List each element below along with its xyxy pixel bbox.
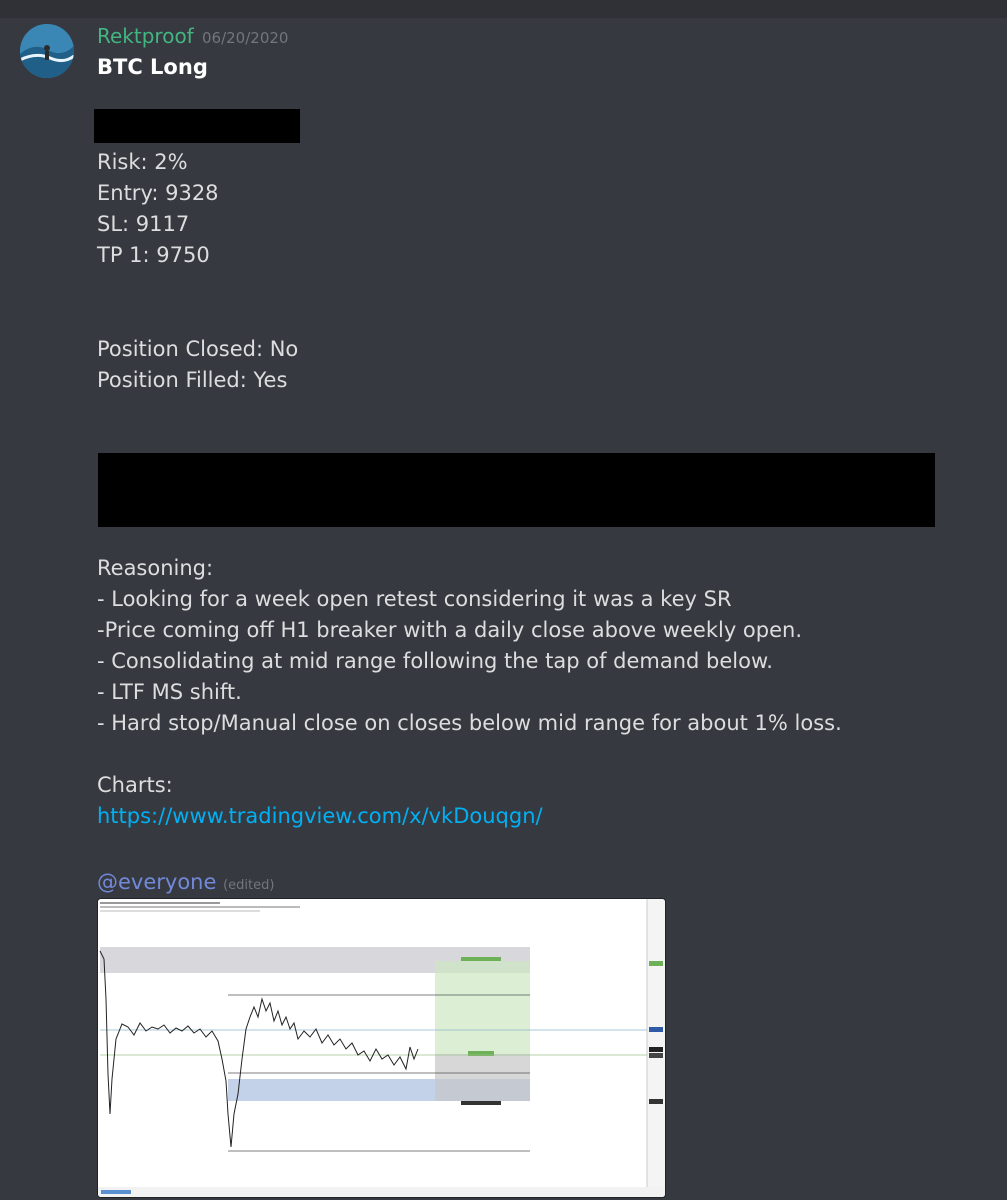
redacted-block (94, 109, 300, 143)
reasoning-point: - Consolidating at mid range following the tap of demand below. (97, 649, 773, 673)
reasoning-point: - LTF MS shift. (97, 680, 242, 704)
position-filled-line: Position Filled: Yes (97, 368, 288, 392)
avatar-image (20, 24, 74, 78)
entry-line: Entry: 9328 (97, 181, 219, 205)
charts-heading: Charts: (97, 773, 173, 797)
reasoning-point: - Looking for a week open retest considering it was a key SR (97, 587, 732, 611)
redacted-block (98, 453, 935, 527)
reasoning-point: -Price coming off H1 breaker with a daily close above weekly open. (97, 618, 803, 642)
chart-screenshot (98, 899, 665, 1197)
mention-line (97, 870, 274, 894)
take-profit-line: TP 1: 9750 (97, 243, 210, 267)
reasoning-heading: Reasoning: (97, 556, 214, 580)
top-bar (0, 0, 1007, 18)
position-closed-line: Position Closed: No (97, 337, 299, 361)
avatar[interactable] (20, 24, 74, 78)
chart-link[interactable]: https://www.tradingview.com/x/vkDouqgn/ (97, 804, 543, 828)
everyone-mention[interactable]: @everyone (97, 870, 217, 894)
stop-loss-line: SL: 9117 (97, 212, 190, 236)
edited-marker: (edited) (223, 878, 275, 893)
risk-line: Risk: 2% (97, 150, 188, 174)
chart-image-embed[interactable] (97, 898, 666, 1198)
message-title: BTC Long (97, 55, 208, 79)
author-name[interactable]: Rektproof (97, 24, 194, 48)
message-timestamp: 06/20/2020 (202, 29, 289, 47)
reasoning-point: - Hard stop/Manual close on closes below mid range for about 1% loss. (97, 711, 842, 735)
